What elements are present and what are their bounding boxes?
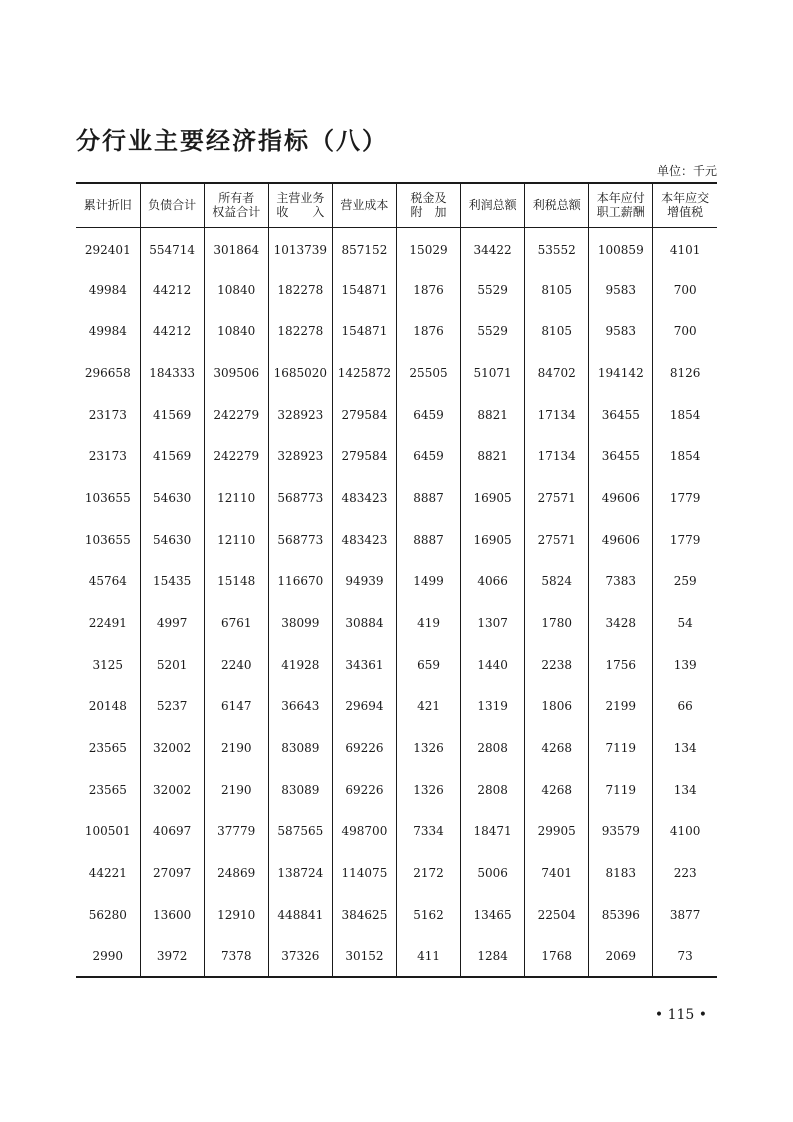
table-row	[76, 686, 717, 728]
table-cell: 7383	[589, 561, 653, 603]
table-cell: 7378	[204, 936, 268, 978]
table-cell: 7401	[525, 852, 589, 894]
table-cell: 182278	[268, 310, 332, 352]
column-header-line: 所有者	[218, 191, 255, 206]
table-cell: 37779	[204, 811, 268, 853]
table-cell: 138724	[268, 852, 332, 894]
table-row	[76, 602, 717, 644]
column-header	[461, 183, 525, 227]
table-cell: 12910	[204, 894, 268, 936]
table-cell: 83089	[268, 769, 332, 811]
table-cell: 41569	[140, 435, 204, 477]
table-cell: 1284	[461, 936, 525, 978]
table-cell: 2172	[396, 852, 460, 894]
column-header-line: 增值税	[667, 205, 704, 220]
table-row	[76, 894, 717, 936]
table-cell: 6459	[396, 394, 460, 436]
table-row	[76, 936, 717, 978]
table-cell: 56280	[88, 907, 127, 922]
table-cell: 84702	[525, 352, 589, 394]
table-row	[76, 769, 717, 811]
column-header-line: 利润总额	[468, 198, 517, 213]
table-cell: 13600	[140, 894, 204, 936]
table-cell: 328923	[268, 394, 332, 436]
table-cell: 139	[653, 644, 717, 686]
table-cell: 36455	[589, 435, 653, 477]
table-cell: 328923	[268, 435, 332, 477]
table-row	[76, 519, 717, 561]
table-cell: 16905	[461, 519, 525, 561]
table-body	[76, 227, 717, 977]
table-cell: 7119	[589, 727, 653, 769]
table-cell: 7334	[396, 811, 460, 853]
table-cell: 3428	[589, 602, 653, 644]
column-header	[204, 183, 268, 227]
table-cell: 8126	[653, 352, 717, 394]
table-cell: 4066	[461, 561, 525, 603]
table-cell: 700	[653, 310, 717, 352]
table-cell: 384625	[332, 894, 396, 936]
table-cell: 27571	[525, 477, 589, 519]
table-cell: 23173	[88, 407, 127, 422]
indicator-table	[76, 182, 717, 978]
table-cell: 1499	[396, 561, 460, 603]
table-cell: 1854	[653, 435, 717, 477]
table-cell: 54	[653, 602, 717, 644]
table-cell: 659	[396, 644, 460, 686]
table-cell: 6761	[204, 602, 268, 644]
table-cell: 103655	[84, 490, 131, 505]
table-cell: 34422	[461, 227, 525, 269]
table-cell: 2238	[525, 644, 589, 686]
table-cell: 1307	[461, 602, 525, 644]
table-cell: 4101	[653, 227, 717, 269]
table-cell: 103655	[84, 532, 131, 547]
table-cell: 10840	[204, 269, 268, 311]
table-cell: 182278	[268, 269, 332, 311]
table-cell: 4268	[525, 769, 589, 811]
table-cell: 30152	[332, 936, 396, 978]
table-cell: 51071	[461, 352, 525, 394]
table-cell: 15148	[204, 561, 268, 603]
table-cell: 41569	[140, 394, 204, 436]
table-row	[76, 310, 717, 352]
table-cell: 279584	[332, 394, 396, 436]
table-cell: 421	[396, 686, 460, 728]
table-row	[76, 352, 717, 394]
table-cell: 8821	[461, 435, 525, 477]
table-cell: 23565	[88, 782, 127, 797]
column-header-line: 权益合计	[212, 205, 261, 220]
table-cell: 259	[653, 561, 717, 603]
table-cell: 100501	[84, 824, 131, 839]
table-cell: 17134	[525, 435, 589, 477]
table-header	[76, 183, 717, 227]
table-cell: 45764	[88, 574, 127, 589]
table-cell: 1779	[653, 477, 717, 519]
table-cell: 18471	[461, 811, 525, 853]
table-cell: 2199	[589, 686, 653, 728]
table-cell: 23173	[88, 449, 127, 464]
table-cell: 700	[653, 269, 717, 311]
table-cell: 49984	[88, 282, 127, 297]
table-cell: 184333	[140, 352, 204, 394]
table-cell: 3125	[92, 657, 124, 672]
table-cell: 1876	[396, 310, 460, 352]
table-cell: 154871	[332, 310, 396, 352]
table-row	[76, 644, 717, 686]
table-cell: 8105	[525, 269, 589, 311]
table-cell: 22504	[525, 894, 589, 936]
page-title: 分行业主要经济指标（八）	[76, 127, 388, 155]
table-cell: 16905	[461, 477, 525, 519]
table-cell: 5529	[461, 310, 525, 352]
table-cell: 2990	[76, 936, 140, 978]
table-cell: 1854	[653, 394, 717, 436]
table-cell: 1685020	[268, 352, 332, 394]
table-cell: 4997	[140, 602, 204, 644]
column-header-line: 税金及	[410, 191, 447, 206]
column-header-line: 主营业务	[276, 191, 325, 206]
table-row	[76, 477, 717, 519]
table-cell: 100859	[589, 227, 653, 269]
table-cell: 5824	[525, 561, 589, 603]
column-header-line: 本年应交	[661, 191, 710, 206]
table-cell: 93579	[589, 811, 653, 853]
table-cell: 8887	[396, 519, 460, 561]
column-header-line: 本年应付	[596, 191, 645, 206]
table-cell: 1876	[396, 269, 460, 311]
table-cell: 37326	[268, 936, 332, 978]
table-cell: 419	[396, 602, 460, 644]
header-row	[76, 183, 717, 227]
table-cell: 12110	[204, 477, 268, 519]
column-header-line: 累计折旧	[83, 198, 132, 213]
table-cell: 27097	[140, 852, 204, 894]
table-cell: 4268	[525, 727, 589, 769]
table-cell: 194142	[589, 352, 653, 394]
table-cell: 279584	[332, 435, 396, 477]
table-cell: 301864	[204, 227, 268, 269]
table-cell: 1425872	[332, 352, 396, 394]
column-header	[653, 183, 717, 227]
unit-label: 单位：千元	[656, 164, 717, 178]
column-header	[268, 183, 332, 227]
column-header	[589, 183, 653, 227]
table-cell: 32002	[140, 769, 204, 811]
table-cell: 27571	[525, 519, 589, 561]
table-cell: 2240	[204, 644, 268, 686]
table-cell: 36643	[268, 686, 332, 728]
table-cell: 54630	[140, 477, 204, 519]
table-cell: 411	[396, 936, 460, 978]
table-cell: 1768	[525, 936, 589, 978]
table-cell: 29694	[332, 686, 396, 728]
table-cell: 44212	[140, 269, 204, 311]
table-row	[76, 394, 717, 436]
table-row	[76, 227, 717, 269]
table-cell: 3877	[653, 894, 717, 936]
table-cell: 8183	[589, 852, 653, 894]
table-cell: 8821	[461, 394, 525, 436]
table-cell: 17134	[525, 394, 589, 436]
table-cell: 24869	[204, 852, 268, 894]
table-cell: 38099	[268, 602, 332, 644]
table-cell: 309506	[204, 352, 268, 394]
column-header	[396, 183, 460, 227]
table-cell: 6459	[396, 435, 460, 477]
table-cell: 94939	[332, 561, 396, 603]
table-cell: 1440	[461, 644, 525, 686]
table-cell: 1756	[589, 644, 653, 686]
table-row	[76, 727, 717, 769]
table-cell: 44212	[140, 310, 204, 352]
table-cell: 1013739	[268, 227, 332, 269]
table-cell: 483423	[332, 477, 396, 519]
table-row	[76, 561, 717, 603]
table-cell: 242279	[204, 435, 268, 477]
table-cell: 154871	[332, 269, 396, 311]
column-header-line: 利税总额	[532, 198, 581, 213]
table-cell: 2808	[461, 727, 525, 769]
column-header	[76, 183, 140, 227]
table-cell: 9583	[589, 269, 653, 311]
table-cell: 568773	[268, 477, 332, 519]
table-cell: 49606	[589, 519, 653, 561]
table-cell: 85396	[589, 894, 653, 936]
table-cell: 1326	[396, 769, 460, 811]
table-cell: 54630	[140, 519, 204, 561]
table-cell: 44221	[88, 866, 127, 881]
table-cell: 29905	[525, 811, 589, 853]
table-cell: 8887	[396, 477, 460, 519]
table-cell: 2190	[204, 727, 268, 769]
table-cell: 1780	[525, 602, 589, 644]
table-cell: 554714	[140, 227, 204, 269]
table-cell: 5006	[461, 852, 525, 894]
table-cell: 32002	[140, 727, 204, 769]
column-header-line: 负债合计	[148, 198, 197, 213]
table-cell: 242279	[204, 394, 268, 436]
column-header-line: 营业成本	[340, 198, 389, 213]
table-row	[76, 811, 717, 853]
table-cell: 1806	[525, 686, 589, 728]
table-cell: 2190	[204, 769, 268, 811]
page-number: • 115 •	[654, 1007, 707, 1023]
table-cell: 1779	[653, 519, 717, 561]
table-row	[76, 269, 717, 311]
table-cell: 10840	[204, 310, 268, 352]
table-cell: 134	[653, 727, 717, 769]
column-header	[140, 183, 204, 227]
table-cell: 568773	[268, 519, 332, 561]
table-cell: 5529	[461, 269, 525, 311]
table-cell: 15435	[140, 561, 204, 603]
table-cell: 49984	[88, 324, 127, 339]
table-cell: 5201	[140, 644, 204, 686]
table-cell: 292401	[84, 243, 131, 258]
table-cell: 114075	[332, 852, 396, 894]
table-cell: 296658	[84, 365, 131, 380]
table-cell: 498700	[332, 811, 396, 853]
table-cell: 6147	[204, 686, 268, 728]
column-header	[332, 183, 396, 227]
column-header-line: 附 加	[410, 205, 447, 220]
table-cell: 40697	[140, 811, 204, 853]
table-cell: 483423	[332, 519, 396, 561]
table-cell: 5237	[140, 686, 204, 728]
table-cell: 857152	[332, 227, 396, 269]
table-cell: 53552	[525, 227, 589, 269]
table-cell: 22491	[88, 616, 127, 631]
table-cell: 223	[653, 852, 717, 894]
table-cell: 2808	[461, 769, 525, 811]
table-row	[76, 435, 717, 477]
table-cell: 5162	[396, 894, 460, 936]
table-cell: 448841	[268, 894, 332, 936]
column-header-line: 职工薪酬	[596, 205, 645, 220]
table-cell: 69226	[332, 769, 396, 811]
table-cell: 12110	[204, 519, 268, 561]
table-cell: 49606	[589, 477, 653, 519]
table-cell: 83089	[268, 727, 332, 769]
table-cell: 4100	[653, 811, 717, 853]
table-cell: 36455	[589, 394, 653, 436]
table-cell: 9583	[589, 310, 653, 352]
table-cell: 15029	[396, 227, 460, 269]
table-cell: 73	[653, 936, 717, 978]
column-header-line: 收 入	[276, 205, 325, 220]
table-cell: 20148	[88, 699, 127, 714]
table-cell: 7119	[589, 769, 653, 811]
table-cell: 41928	[268, 644, 332, 686]
table-row	[76, 852, 717, 894]
table-cell: 587565	[268, 811, 332, 853]
table-cell: 25505	[396, 352, 460, 394]
table-cell: 23565	[88, 741, 127, 756]
table-cell: 3972	[140, 936, 204, 978]
column-header	[525, 183, 589, 227]
table-cell: 1326	[396, 727, 460, 769]
table-cell: 8105	[525, 310, 589, 352]
table-cell: 34361	[332, 644, 396, 686]
table-cell: 134	[653, 769, 717, 811]
table-cell: 66	[653, 686, 717, 728]
table-cell: 116670	[268, 561, 332, 603]
table-cell: 13465	[461, 894, 525, 936]
table-cell: 2069	[589, 936, 653, 978]
table-cell: 69226	[332, 727, 396, 769]
table-cell: 1319	[461, 686, 525, 728]
table-cell: 30884	[332, 602, 396, 644]
